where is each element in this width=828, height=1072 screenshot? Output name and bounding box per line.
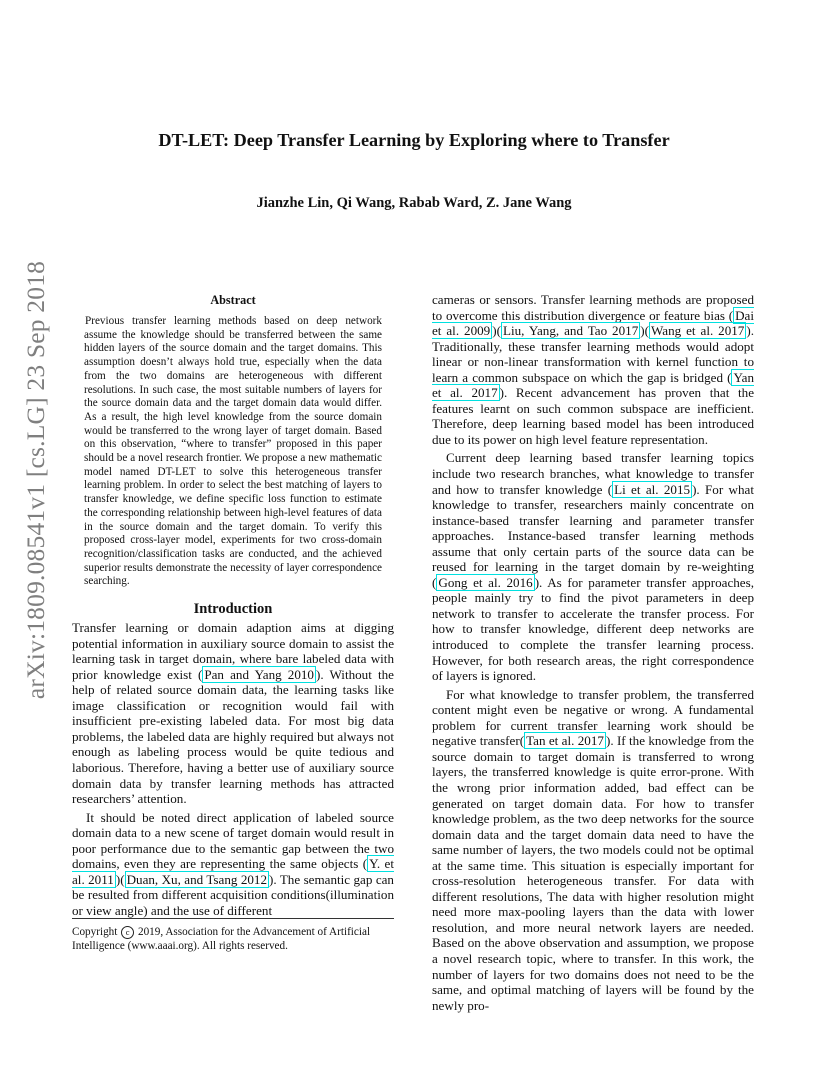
citation-link[interactable]: Tan et al. 2017 — [526, 733, 604, 749]
left-column — [72, 292, 394, 918]
intro-paragraph-1: Transfer learning or domain adaption aims at digging potential information in auxiliary source domain to assist the learning task in target domain, where bare labeled data with prior knowledge exist ( Pan and Yang 2010 ). Without the help of related source domain data, the learning tasks like image classification or recognition would fail with insufficient pre-existing labeled data. For most big data problems, the labeled data are highly required but always not enough as labeling process would be quite tedious and laborious. Therefore, having a better use of auxiliary source domain data by transfer learning methods has attracted researchers’ attention. — [72, 620, 394, 807]
abstract-heading: Abstract — [210, 293, 256, 307]
intro-paragraph-2: It should be noted direct application of labeled source domain data to a new scene of target domain would result in poor performance due to the semantic gap between the two domains, even they are representing the same objects ( Y. et al. 2011 )( Duan, Xu, and Tsang 2012 ). The semantic gap can be resulted from different acquisition conditions(illumination or view angle) and the use of different — [72, 809, 395, 918]
citation-link[interactable]: Y. et al. 2011 — [72, 856, 395, 887]
citation-link[interactable]: Wang et al. 2017 — [650, 323, 745, 339]
abstract-text: Previous transfer learning methods based on deep network assume the knowledge should be transferred between the same hidden layers of the source domain and the target domains. This assumption doesn’t always hold true, especially when the data from the two domains are heterogeneous with different resolutions. In such case, the most suitable numbers of layers for the source domain data and the target domain data would differ. As a result, the high level knowledge from the source domain would be transferred to the wrong layer of target domain. Based on this observation, “where to transfer” proposed in this paper should be a novel research frontier. We propose a new mathematic model named DT-LET to solve this heterogeneous transfer learning problem. In order to select the best matching of layers to transfer knowledge, we define specific loss function to estimate the corresponding relationship between high-level features of data in the source domain and the target domain. To verify this proposed cross-layer model, experiments for two cross-domain recognition/classification tasks are conducted, and the achieved superior results demonstrate the necessity of layer correspondence searching. — [84, 315, 382, 588]
arxiv-identifier-stamp: arXiv:1809.08541v1 [cs.LG] 23 Sep 2018 — [21, 260, 50, 700]
citation-link[interactable]: Li et al. 2015 — [614, 481, 691, 497]
right-paragraph-1: cameras or sensors. Transfer learning methods are proposed to overcome this distribution divergence or feature bias ( Dai et al. 2009 )( Liu, Yang, and Tao 2017 )( Wang et al. 2017 ). Traditionally, these transfer learning methods would adopt linear or non-linear transformation with kernel function to learn a common subspace on which the gap is bridged ( Yan et al. 2017 ). Recent advancement has proven that the features learnt on such common subspace are inefficient. Therefore, deep learning based model has been introduced due to its power on high level feature representation. — [432, 292, 754, 447]
citation-link[interactable]: Dai et al. 2009 — [432, 307, 754, 339]
right-paragraph-3: For what knowledge to transfer problem, the transferred content might even be negative or wrong. A fundamental problem for current transfer learning work should be negative transfer( Tan et al. 2017 ). If the knowledge from the source domain to target domain is transferred to wrong layers, the transferred knowledge is quite error-prone. With the wrong prior information added, bad effect can be generated on target domain data. For how to transfer knowledge problem, as the two deep networks for the source domain data and the target domain data need to have the same number of layers, the two models could not be optimal at the same time. This situation is especially important for cross-resolution heterogeneous transfer. For data with different resolutions, The data with higher resolution might need more max-pooling layers than the data with lower resolution, and more neural network layers are needed. Based on the above observation and assumption, we propose a novel research topic, where to transfer. In this work, the number of layers for two domains does not need to be the same, and optimal matching of layers will be found by the newly pro- — [432, 686, 754, 1013]
paper-title: DT-LET: Deep Transfer Learning by Exploring where to Transfer — [158, 130, 670, 150]
paper-authors: Jianzhe Lin, Qi Wang, Rabab Ward, Z. Jane Wang — [256, 195, 572, 211]
citation-link[interactable]: Gong et al. 2016 — [438, 574, 533, 590]
introduction-heading: Introduction — [193, 601, 273, 618]
copyright-notice: Copyright c 2019, Association for the Advancement of Artificial Intelligence (www.aaai.org). All rights reserved. — [72, 918, 394, 953]
citation-link[interactable]: Yan et al. 2017 — [432, 369, 754, 401]
right-column — [432, 292, 754, 1013]
citation-link[interactable]: Pan and Yang 2010 — [204, 666, 314, 682]
copyright-icon: c — [121, 926, 134, 939]
citation-link[interactable]: Duan, Xu, and Tsang 2012 — [126, 871, 268, 887]
citation-link[interactable]: Liu, Yang, and Tao 2017 — [502, 323, 639, 339]
right-paragraph-2: Current deep learning based transfer learning topics include two research branches, what knowledge to transfer and how to transfer knowledge ( Li et al. 2015 ). For what knowledge to transfer, researchers mainly concentrate on instance-based transfer learning and parameter transfer approaches. Instance-based transfer learning methods assume that only certain parts of the source data can be reused for learning in the target domain by re-weighting ( Gong et al. 2016 ). As for parameter transfer approaches, people mainly try to find the pivot parameters in deep network to transfer to accelerate the transfer process. For how to transfer knowledge, different deep networks are introduced to complete the transfer learning process. However, for both research areas, the right correspondence of layers is ignored. — [432, 450, 754, 684]
